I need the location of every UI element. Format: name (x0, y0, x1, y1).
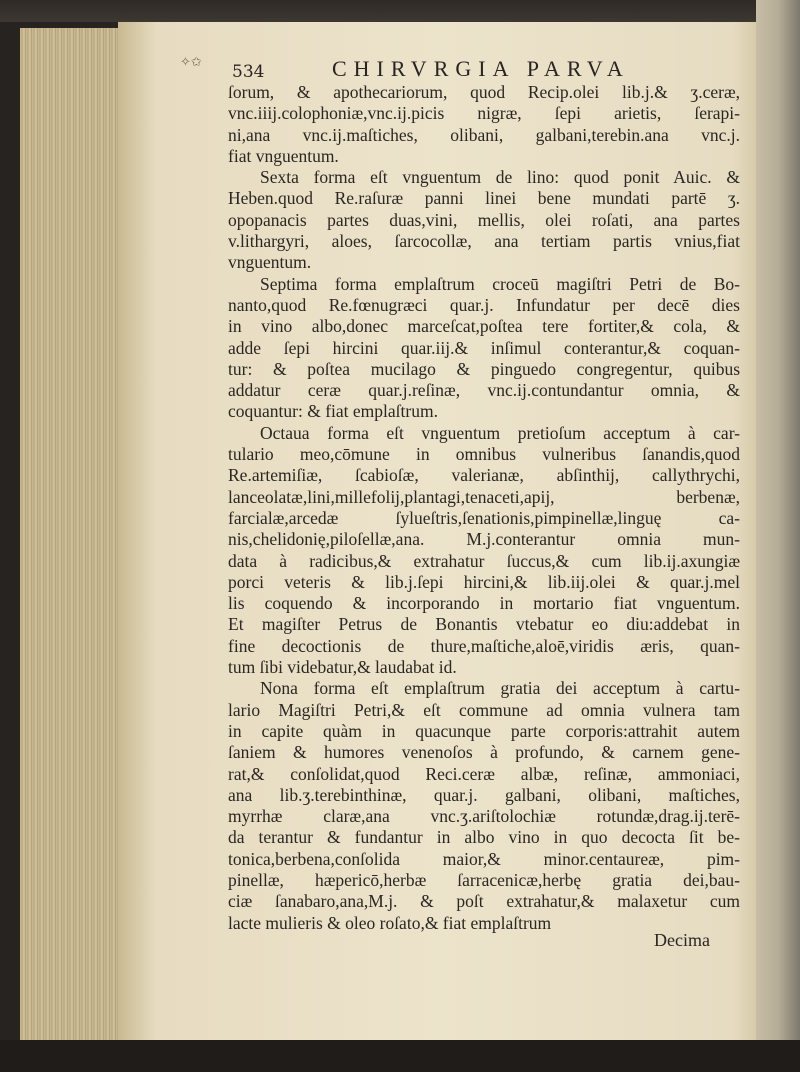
text-line: porci veteris & lib.j.ſepi hircini,& lib.iij.olei & quar.j.mel (228, 571, 740, 592)
text-line: da terantur & fundantur in albo vino in quo decocta ſit be- (228, 827, 740, 848)
text-line: lanceolatæ,lini,millefolij,plantagi,tenaceti,apij, berbenæ, (228, 486, 740, 507)
text-line: in capite quàm in quacunque parte corporis:attrahit autem (228, 720, 740, 741)
text-line: fine decoctionis de thure,maſtiche,aloē,viridis æris, quan- (228, 635, 740, 656)
text-line: Heben.quod Re.raſuræ panni linei bene mundati partē ʒ. (228, 188, 740, 209)
text-line: adde ſepi hircini quar.iij.& inſimul conterantur,& coquan- (228, 337, 740, 358)
page-number: 534 (232, 62, 265, 82)
library-stamp-mark: ✧✩ (180, 55, 202, 70)
text-line: vnguentum. (228, 252, 312, 273)
running-title: CHIRVRGIA PARVA (332, 56, 630, 81)
text-line: vnc.iiij.colophoniæ,vnc.ij.picis nigræ, ſepi arietis, ſerapi- (228, 103, 740, 124)
text-line: ſaniem & humores venenoſos à profundo, & carnem gene- (228, 742, 740, 763)
text-line: rat,& conſolidat,quod Reci.ceræ albæ, reſinæ, ammoniaci, (228, 763, 740, 784)
text-line: in vino albo,donec marceſcat,poſtea tere fortiter,& cola, & (228, 316, 740, 337)
text-line: fiat vnguentum. (228, 145, 339, 166)
text-line: tur: & poſtea mucilago & pinguedo congregentur, quibus (228, 358, 740, 379)
text-line: Re.artemiſiæ, ſcabioſæ, valerianæ, abſinthij, callythrychi, (228, 465, 740, 486)
text-line: lario Magiſtri Petri,& eſt commune ad omnia vulnera tam (228, 699, 740, 720)
facing-page-edge (756, 0, 800, 1072)
text-line: nis,chelidonię,piloſellæ,ana. M.j.conterantur omnia mun- (228, 529, 740, 550)
text-line: Octaua forma eſt vnguentum pretioſum acceptum à car- (260, 422, 740, 443)
text-line: opopanacis partes duas,vini, mellis, olei roſati, ana partes (228, 209, 740, 230)
text-line: nanto,quod Re.fœnugræci quar.j. Infundatur per decē dies (228, 294, 740, 315)
text-line: v.lithargyri, aloes, ſarcocollæ, ana tertiam partis vnius,fiat (228, 231, 740, 252)
body-text (228, 82, 740, 934)
text-line: Et magiſter Petrus de Bonantis vtebatur eo diu:addebat in (228, 614, 740, 635)
text-line: lacte mulieris & oleo roſato,& fiat emplaſtrum (228, 912, 552, 933)
text-line: tulario meo,cōmune in omnibus vulneribus ſanandis,quod (228, 444, 740, 465)
text-line: myrrhæ claræ,ana vnc.ʒ.ariſtolochiæ rotundæ,drag.ij.terē- (228, 806, 740, 827)
book-page-edges (20, 28, 130, 1043)
catchword: Decima (654, 930, 710, 950)
scan-frame-top (0, 0, 800, 22)
text-line: tonica,berbena,conſolida maior,& minor.centaureæ, pim- (228, 848, 740, 869)
text-line: Sexta forma eſt vnguentum de lino: quod ponit Auic. & (260, 167, 740, 188)
text-line: ciæ ſanabaro,ana,M.j. & poſt extrahatur,& malaxetur cum (228, 891, 740, 912)
text-line: pinellæ, hæpericō,herbæ ſarracenicæ,herbę gratia dei,bau- (228, 869, 740, 890)
text-line: addatur ceræ quar.j.reſinæ, vnc.ij.contundantur omnia, & (228, 380, 740, 401)
text-line: coquantur: & fiat emplaſtrum. (228, 401, 438, 422)
text-line: ſorum, & apothecariorum, quod Recip.olei lib.j.& ʒ.ceræ, (228, 82, 740, 102)
text-line: Nona forma eſt emplaſtrum gratia dei acceptum à cartu- (260, 678, 740, 699)
scan-frame-bottom (0, 1040, 800, 1072)
text-line: farcialæ,arcedæ ſylueſtris,ſenationis,pimpinellæ,linguę ca- (228, 507, 740, 528)
text-line: ana lib.ʒ.terebinthinæ, quar.j. galbani, olibani, maſtiches, (228, 784, 740, 805)
text-line: data à radicibus,& extrahatur ſuccus,& cum lib.ij.axungiæ (228, 550, 740, 571)
text-line: Septima forma emplaſtrum croceū magiſtri Petri de Bo- (260, 273, 740, 294)
text-line: tum ſibi videbatur,& laudabat id. (228, 657, 457, 678)
text-line: lis coquendo & incorporando in mortario fiat vnguentum. (228, 593, 740, 614)
text-line: ni,ana vnc.ij.maſtiches, olibani, galbani,terebin.ana vnc.j. (228, 124, 740, 145)
